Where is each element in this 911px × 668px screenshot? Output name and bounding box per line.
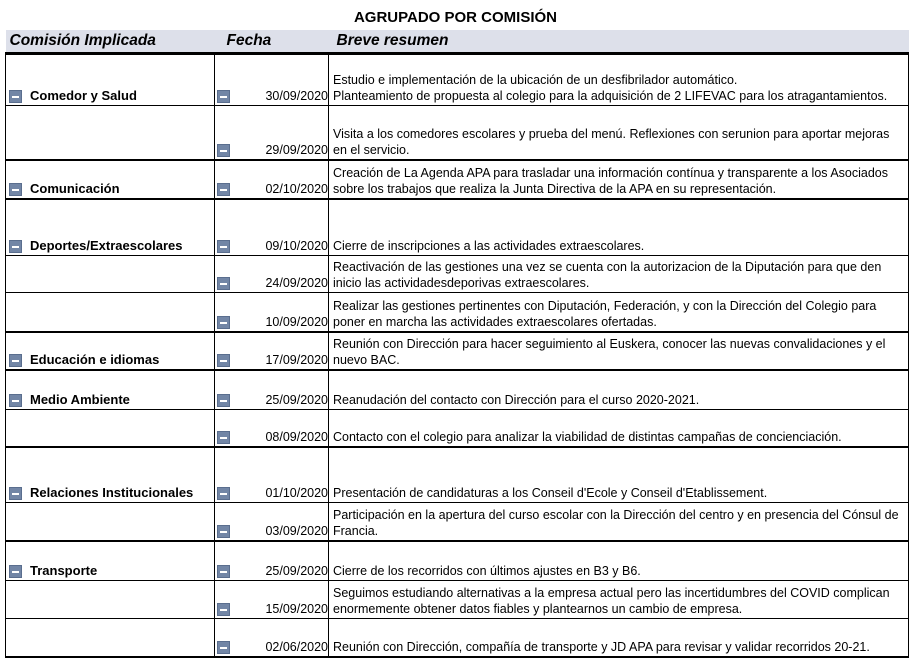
summary-cell (329, 447, 909, 503)
collapse-icon[interactable] (217, 431, 230, 444)
date-value: 25/09/2020 (265, 393, 328, 407)
summary-cell (329, 332, 909, 370)
date-cell (215, 410, 329, 447)
commission-cell (6, 293, 215, 332)
date-cell (215, 581, 329, 619)
table-row (6, 619, 909, 657)
date-value: 30/09/2020 (265, 89, 328, 103)
commission-name: Educación e idiomas (30, 351, 160, 367)
collapse-icon[interactable] (9, 354, 22, 367)
date-value: 02/10/2020 (265, 181, 328, 196)
date-cell (215, 256, 329, 293)
collapse-icon[interactable] (217, 277, 230, 290)
table-header-row (6, 30, 909, 54)
summary-cell (329, 370, 909, 410)
summary-text: Reanudación del contacto con Dirección para el curso 2020-2021. (333, 393, 700, 407)
date-value: 08/09/2020 (265, 429, 328, 444)
summary-cell (329, 581, 909, 619)
commission-name: Relaciones Institucionales (30, 485, 194, 500)
summary-text: Cierre de los recorridos con últimos ajustes en B3 y B6. (333, 564, 641, 578)
collapse-icon[interactable] (9, 240, 22, 253)
table-row (6, 332, 909, 370)
commission-cell (6, 503, 215, 541)
date-value: 02/06/2020 (265, 639, 328, 654)
date-value: 09/10/2020 (265, 239, 328, 253)
collapse-icon[interactable] (217, 394, 230, 407)
table-row (6, 256, 909, 293)
collapse-icon[interactable] (9, 90, 22, 103)
table-row (6, 581, 909, 619)
collapse-icon[interactable] (217, 183, 230, 196)
commission-table (5, 30, 909, 658)
collapse-icon[interactable] (217, 641, 230, 654)
header-fecha: Fecha (215, 30, 329, 54)
collapse-icon[interactable] (217, 603, 230, 616)
commission-cell (6, 410, 215, 447)
commission-cell (6, 447, 215, 503)
commission-cell (6, 160, 215, 199)
summary-cell (329, 503, 909, 541)
summary-text: Reunión con Dirección para hacer seguimiento al Euskera, conocer las nuevas convalidaciones y el nuevo BAC. (333, 336, 886, 367)
date-cell (215, 54, 329, 106)
summary-text: Contacto con el colegio para analizar la viabilidad de distintas campañas de concienciación. (333, 429, 842, 444)
collapse-icon[interactable] (217, 354, 230, 367)
summary-text: Seguimos estudiando alternativas a la empresa actual pero las incertidumbres del COVID complican enormemente obtener datos fiables y plantearnos un cambio de empresa. (333, 586, 890, 616)
date-value: 10/09/2020 (265, 314, 328, 329)
collapse-icon[interactable] (217, 565, 230, 578)
table-row (6, 370, 909, 410)
date-cell (215, 541, 329, 581)
date-cell (215, 293, 329, 332)
collapse-icon[interactable] (9, 394, 22, 407)
summary-cell (329, 256, 909, 293)
summary-cell (329, 541, 909, 581)
header-comision: Comisión Implicada (6, 30, 215, 54)
report-title: AGRUPADO POR COMISIÓN (353, 9, 558, 26)
table-row (6, 541, 909, 581)
summary-text: Reunión con Dirección, compañía de transporte y JD APA para revisar y validar recorridos 20-21. (333, 639, 870, 654)
table-row (6, 106, 909, 160)
collapse-icon[interactable] (217, 90, 230, 103)
commission-name: Deportes/Extraescolares (30, 238, 183, 253)
summary-cell (329, 619, 909, 657)
summary-text: Visita a los comedores escolares y prueba del menú. Reflexiones con serunion para aportar mejoras en el servicio. (333, 126, 890, 157)
commission-cell (6, 199, 215, 256)
date-cell (215, 332, 329, 370)
summary-text: Reactivación de las gestiones una vez se cuenta con la autorizacion de la Diputación para que den inicio las actividadesdeporivas extraescolares. (333, 260, 882, 290)
table-row (6, 410, 909, 447)
date-value: 25/09/2020 (265, 564, 328, 578)
commission-name: Comedor y Salud (30, 88, 137, 103)
summary-cell (329, 160, 909, 199)
table-row (6, 160, 909, 199)
date-cell (215, 106, 329, 160)
summary-cell (329, 410, 909, 447)
table-row (6, 447, 909, 503)
summary-cell (329, 199, 909, 256)
table-row (6, 199, 909, 256)
table-row (6, 54, 909, 106)
collapse-icon[interactable] (217, 487, 230, 500)
commission-cell (6, 106, 215, 160)
commission-cell (6, 581, 215, 619)
date-cell (215, 447, 329, 503)
commission-cell (6, 54, 215, 106)
table-row (6, 293, 909, 332)
summary-cell (329, 54, 909, 106)
summary-cell (329, 293, 909, 332)
date-value: 03/09/2020 (265, 523, 328, 538)
commission-name: Medio Ambiente (30, 392, 130, 407)
collapse-icon[interactable] (9, 183, 22, 196)
date-cell (215, 370, 329, 410)
date-value: 01/10/2020 (265, 486, 328, 500)
date-value: 29/09/2020 (265, 142, 328, 157)
summary-text: Presentación de candidaturas a los Conseil d'Ecole y Conseil d'Etablissement. (333, 486, 768, 500)
collapse-icon[interactable] (217, 144, 230, 157)
summary-text: Creación de La Agenda APA para trasladar una información contínua y transparente a los Asociados sobre los trabajos que realiza la Junta Directiva de la APA en su representación. (333, 165, 888, 196)
header-resumen: Breve resumen (329, 30, 909, 54)
summary-text: Estudio e implementación de la ubicación de un desfibrilador automático. Planteamiento de propuesta al colegio para la adquisición de 2 LIFEVAC para los atragantamientos. (333, 73, 888, 103)
date-value: 24/09/2020 (265, 276, 328, 290)
commission-name: Transporte (30, 563, 98, 578)
commission-cell (6, 541, 215, 581)
commission-cell (6, 332, 215, 370)
date-cell (215, 503, 329, 541)
date-cell (215, 199, 329, 256)
collapse-icon[interactable] (9, 487, 22, 500)
commission-cell (6, 619, 215, 657)
collapse-icon[interactable] (9, 565, 22, 578)
commission-cell (6, 370, 215, 410)
commission-name: Comunicación (30, 180, 120, 196)
collapse-icon[interactable] (217, 240, 230, 253)
date-value: 15/09/2020 (265, 602, 328, 616)
collapse-icon[interactable] (217, 316, 230, 329)
date-cell (215, 160, 329, 199)
commission-cell (6, 256, 215, 293)
summary-cell (329, 106, 909, 160)
collapse-icon[interactable] (217, 525, 230, 538)
summary-text: Participación en la apertura del curso escolar con la Dirección del centro y en presencia del Cónsul de Francia. (333, 507, 899, 538)
summary-text: Cierre de inscripciones a las actividades extraescolares. (333, 239, 645, 253)
table-row (6, 503, 909, 541)
date-value: 17/09/2020 (265, 352, 328, 367)
date-cell (215, 619, 329, 657)
summary-text: Realizar las gestiones pertinentes con Diputación, Federación, y con la Dirección del Colegio para poner en marcha las actividades extraescolares ofertadas. (333, 298, 877, 329)
